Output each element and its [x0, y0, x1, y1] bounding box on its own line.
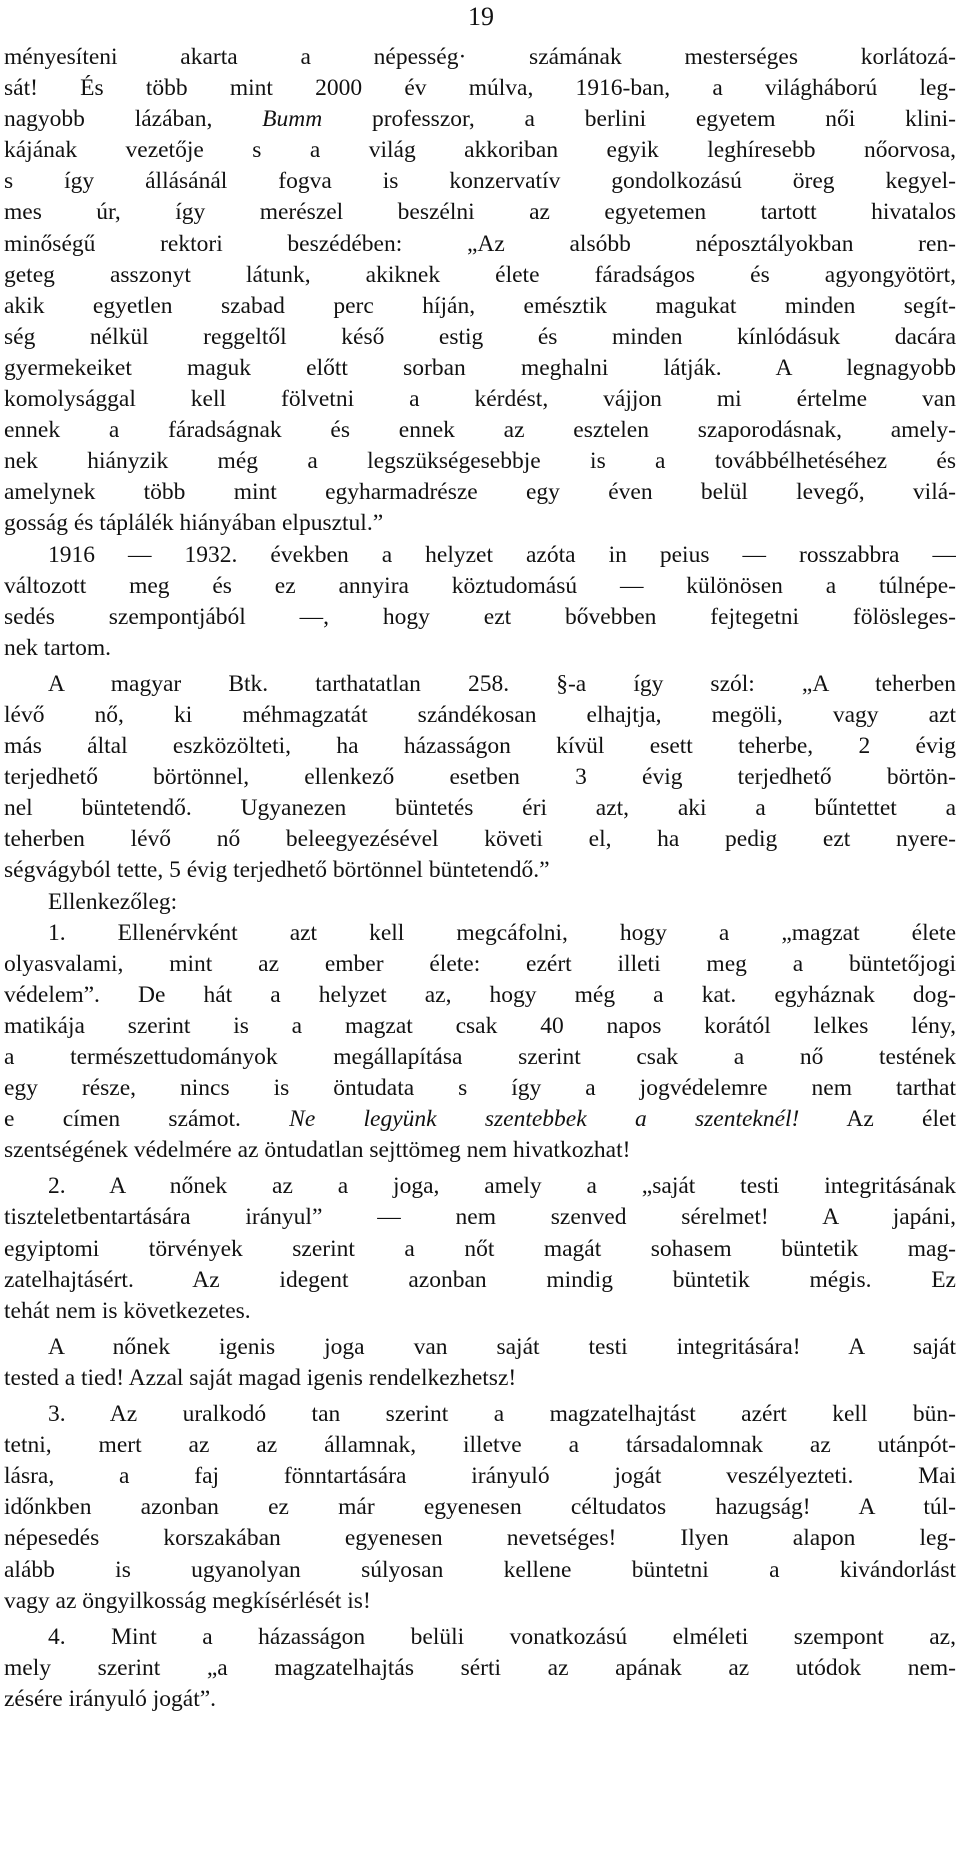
- text-line: [0, 1653, 956, 1684]
- line-text: tetni, mert az az államnak, illetve a társadalomnak az utánpót-: [4, 1432, 956, 1459]
- text-line: [0, 135, 956, 166]
- text-line: [0, 1073, 956, 1104]
- line-text: kájának vezetője s a világ akkoriban egyik leghíresebb nőorvosa,: [4, 137, 956, 164]
- text-line: [0, 602, 956, 633]
- line-text: Ellenkezőleg:: [48, 888, 178, 915]
- line-text: szentségének védelmére az öntudatlan sejttömeg nem hivatkozhat!: [4, 1137, 631, 1164]
- text-line: [0, 1555, 956, 1586]
- text-line: [0, 1011, 956, 1042]
- line-text: nagyobb lázában,: [4, 106, 263, 133]
- line-text: lásra, a faj fönntartására irányuló jogát veszélyezteti. Mai: [4, 1463, 956, 1490]
- text-line: [0, 1586, 956, 1617]
- text-line: [0, 731, 956, 762]
- text-line: [0, 1104, 956, 1135]
- line-text: tiszteletbentartására irányul” — nem szenved sérelmet! A japáni,: [4, 1204, 956, 1231]
- text-line: [0, 104, 956, 135]
- text-line: [0, 669, 956, 700]
- text-line: [0, 73, 956, 104]
- line-text: zésére irányuló jogát”.: [4, 1685, 217, 1712]
- line-text: e címen számot.: [4, 1106, 290, 1133]
- text-line: [0, 42, 956, 73]
- line-text: olyasvalami, mint az ember élete: ezért illeti meg a büntetőjogi: [4, 950, 956, 977]
- line-text: ményesíteni akarta a népesség· számának mesterséges korlátozá-: [4, 44, 956, 70]
- line-text: változott meg és ez annyira köztudomású — különösen a túlnépe-: [4, 572, 956, 599]
- line-text: zatelhajtásért. Az idegent azonban mindig büntetik mégis. Ez: [4, 1266, 956, 1293]
- line-text: vagy az öngyilkosság megkísérlését is!: [4, 1587, 371, 1614]
- text-line: [0, 384, 956, 415]
- line-text: gosság és táplálék hiányában elpusztul.”: [4, 510, 384, 537]
- line-text: A nőnek igenis joga van saját testi integritására! A saját: [48, 1333, 956, 1360]
- text-line: [0, 1622, 956, 1653]
- text-line: [0, 571, 956, 602]
- line-text: alább is ugyanolyan súlyosan kellene büntetni a kivándorlást: [4, 1556, 956, 1583]
- text-line: [0, 1363, 956, 1394]
- text-line: [0, 353, 956, 384]
- line-text: s így állásánál fogva is konzervatív gondolkozású öreg kegyel-: [4, 168, 956, 195]
- text-line: [0, 855, 956, 886]
- line-text: komolysággal kell fölvetni a kérdést, vájjon mi értelme van: [4, 386, 956, 413]
- text-line: [0, 477, 956, 508]
- text-line: [0, 700, 956, 731]
- line-text: gyermekeiket maguk előtt sorban meghalni látják. A legnagyobb: [4, 354, 956, 381]
- text-line: [0, 1332, 956, 1363]
- line-text: népesedés korszakában egyenesen nevetséges! Ilyen alapon leg-: [4, 1525, 956, 1552]
- text-line: [0, 197, 956, 228]
- line-text: amelynek több mint egyharmadrésze egy éven belül levegő, vilá-: [4, 479, 956, 506]
- line-text: sát! És több mint 2000 év múlva, 1916-ban, a világháború leg-: [4, 75, 956, 102]
- text-line: [0, 1202, 956, 1233]
- text-line: [0, 1135, 956, 1166]
- emphasized-text: Bumm: [262, 106, 323, 133]
- line-text: teherben lévő nő beleegyezésével követi el, ha pedig ezt nyere-: [4, 826, 956, 853]
- line-text: terjedhető börtönnel, ellenkező esetben 3 évig terjedhető börtön-: [4, 764, 956, 791]
- text-line: [0, 1399, 956, 1430]
- text-line: [0, 1684, 956, 1715]
- line-text: ennek a fáradságnak és ennek az esztelen szaporodásnak, amely-: [4, 417, 956, 444]
- line-text: nek hiányzik még a legszükségesebbje is a továbbélhetéséhez és: [4, 448, 956, 475]
- text-line: [0, 949, 956, 980]
- line-text: mely szerint „a magzatelhajtás sérti az apának az utódok nem-: [4, 1654, 956, 1681]
- text-line: [0, 1523, 956, 1554]
- line-text: a természettudományok megállapítása szerint csak a nő testének: [4, 1044, 956, 1070]
- line-text: 1916 — 1932. években a helyzet azóta in peius — rosszabbra —: [48, 541, 956, 568]
- line-text: minőségű rektori beszédében: „Az alsóbb néposztályokban ren-: [4, 230, 956, 257]
- text-line: [0, 1042, 956, 1073]
- text-line: [0, 980, 956, 1011]
- line-text: matikája szerint is a magzat csak 40 napos korától lelkes lény,: [4, 1012, 956, 1039]
- line-text: 4. Mint a házasságon belüli vonatkozású elméleti szempont az,: [48, 1623, 956, 1650]
- text-line: [0, 291, 956, 322]
- text-line: [0, 633, 956, 664]
- line-text: időnkben azonban ez már egyenesen céltudatos hazugság! A túl-: [4, 1494, 956, 1521]
- line-text: akik egyetlen szabad perc híján, emésztik magukat minden segít-: [4, 292, 956, 319]
- text-line: [0, 1265, 956, 1296]
- text-line: [0, 1296, 956, 1327]
- line-text: tehát nem is következetes.: [4, 1297, 251, 1324]
- line-text: védelem”. De hát a helyzet az, hogy még a kat. egyháznak dog-: [4, 981, 956, 1008]
- text-line: [0, 229, 956, 260]
- line-text: más által eszközölteti, ha házasságon kívül esett teherbe, 2 évig: [4, 733, 956, 760]
- text-line: [0, 1234, 956, 1265]
- line-text: 1. Ellenérvként azt kell megcáfolni, hogy a „magzat élete: [48, 919, 956, 946]
- line-text: Az élet: [799, 1106, 956, 1133]
- line-text: ségvágyból tette, 5 évig terjedhető börtönnel büntetendő.”: [4, 857, 550, 884]
- line-text: egyiptomi törvények szerint a nőt magát sohasem büntetik mag-: [4, 1235, 956, 1262]
- line-text: lévő nő, ki méhmagzatát szándékosan elhajtja, megöli, vagy azt: [4, 701, 956, 728]
- line-text: A magyar Btk. tarthatatlan 258. §-a így szól: „A teherben: [48, 670, 956, 697]
- emphasized-text: Ne legyünk szentebbek a szenteknél!: [289, 1106, 800, 1133]
- text-line: [0, 824, 956, 855]
- text-line: [0, 446, 956, 477]
- line-text: mes úr, így merészel beszélni az egyetemen tartott hivatalos: [4, 199, 956, 226]
- body-text: [0, 42, 960, 1715]
- line-text: nel büntetendő. Ugyanezen büntetés éri azt, aki a bűntettet a: [4, 795, 956, 822]
- text-line: [0, 1171, 956, 1202]
- line-text: professzor, a berlini egyetem női klini-: [322, 106, 956, 133]
- text-line: [0, 1461, 956, 1492]
- line-text: 3. Az uralkodó tan szerint a magzatelhajtást azért kell bün-: [48, 1401, 956, 1428]
- text-line: [0, 887, 956, 918]
- line-text: sedés szempontjából —, hogy ezt bővebben fejtegetni fölösleges-: [4, 603, 956, 630]
- text-line: [0, 415, 956, 446]
- text-line: [0, 166, 956, 197]
- line-text: egy része, nincs is öntudata s így a jogvédelemre nem tarthat: [4, 1075, 956, 1102]
- text-line: [0, 762, 956, 793]
- text-line: [0, 1492, 956, 1523]
- page-number: 19: [468, 2, 494, 31]
- line-text: ség nélkül reggeltől késő estig és minden kínlódásuk dacára: [4, 323, 956, 350]
- line-text: tested a tied! Azzal saját magad igenis rendelkezhetsz!: [4, 1364, 517, 1391]
- line-text: geteg asszonyt látunk, akiknek élete fáradságos és agyongyötört,: [4, 261, 956, 288]
- text-line: [0, 918, 956, 949]
- line-text: 2. A nőnek az a joga, amely a „saját testi integritásának: [48, 1173, 956, 1200]
- text-line: [0, 1430, 956, 1461]
- line-text: nek tartom.: [4, 634, 112, 661]
- text-line: [0, 508, 956, 539]
- text-line: [0, 793, 956, 824]
- text-line: [0, 540, 956, 571]
- text-line: [0, 322, 956, 353]
- text-line: [0, 260, 956, 291]
